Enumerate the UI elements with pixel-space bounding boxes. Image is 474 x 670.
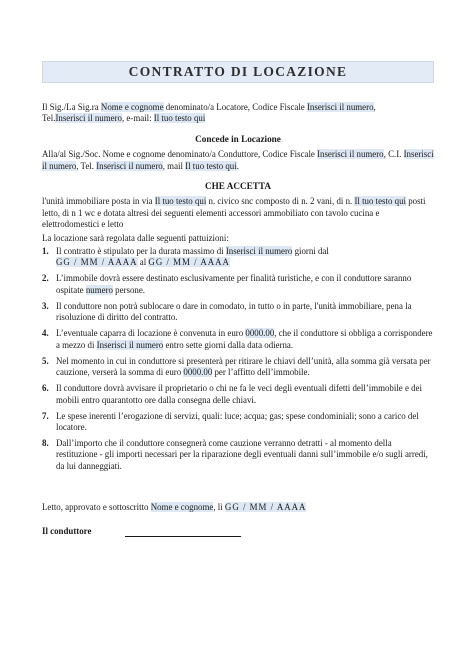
signature-line [42, 502, 434, 513]
guests-number-field[interactable]: numero [85, 284, 113, 295]
pattuizioni-intro: La locazione sarà regolata dalle seguenti pattuizioni: [42, 232, 229, 243]
payment-method-field[interactable]: Inserisci il numero [96, 339, 164, 350]
locatore-paragraph [42, 102, 434, 125]
che-accetta-heading: CHE ACCETTA [205, 181, 271, 192]
signature-name-field[interactable]: Nome e cognome [150, 502, 214, 513]
document-title: CONTRATTO DI LOCAZIONE [128, 64, 348, 79]
clause-text: Il conduttore dovrà avvisare il proprietario o chi ne fa le veci degli eventuali difetti dell’immobile e dei mobili entro quarantotto ore dalla consegna delle chiavi. [56, 383, 422, 405]
clauses-list [42, 246, 434, 472]
conduttore-mail-field[interactable]: Il tuo testo qui [185, 160, 237, 171]
clause-text: L’immobile dovrà essere destinato esclusivamente per finalità turistiche, e con il conduttore saranno ospitate [56, 273, 412, 295]
clause-text: giorni dal [292, 246, 329, 257]
locatore-email-prefix: , e-mail: [121, 113, 154, 124]
unit-via-field[interactable]: Il tuo testo qui [154, 196, 207, 207]
clause-number: 7. [42, 410, 49, 421]
start-date-field[interactable]: GG / MM / AAAA [56, 257, 138, 268]
clause-6 [42, 383, 434, 406]
conduttore-prefix: Alla/al Sig./Soc. Nome e cognome denominato/a Conduttore, Codice Fiscale [42, 149, 318, 160]
clause-number: 1. [42, 246, 49, 257]
conduttore-cf-field[interactable]: Inserisci il numero [317, 149, 384, 160]
clause-text: persone. [112, 284, 145, 295]
clause-text: Il contratto è stipulato per la durata massimo di [56, 246, 226, 257]
clause-number: 6. [42, 383, 49, 394]
conduttore-signature-row [42, 526, 434, 537]
signature-mid-text: , lì [213, 502, 225, 513]
end-date-field[interactable]: GG / MM / AAAA [148, 257, 230, 268]
rent-amount-field[interactable]: 0000.00 [183, 367, 213, 378]
locatore-comma: , [373, 102, 376, 112]
clause-text: Nel momento in cui in conduttore si presenterà per ritirare le chiavi dell’unità, alla somma già versata per cauzione, verserà la somma di euro [56, 355, 431, 378]
locatore-name-field[interactable]: Nome e cognome [100, 102, 164, 112]
locatore-mid-text: denominato/a Locatore, Codice Fiscale [163, 102, 307, 112]
clause-text: entro sette giorni dalla data odierna. [163, 339, 294, 350]
clause-4 [42, 328, 434, 351]
conduttore-label: Il conduttore [42, 525, 92, 536]
clause-1 [42, 246, 434, 269]
clause-number: 5. [42, 355, 49, 366]
conduttore-mail-prefix: , mail [162, 160, 186, 171]
clause-text: Dall’importo che il conduttore consegnerà come cauzione verranno detratti - al momento della restituzione - gli importi necessari per la riparazione degli eventuali danni sull’immobile e/o sugli arredi, da lui danneggiati. [56, 437, 428, 471]
clause-number: 2. [42, 273, 49, 284]
unit-paragraph [42, 196, 434, 230]
unit-rest-text: posti letto, di n 1 wc e dotata altresì dei seguenti elementi accessori ammobiliato con tavolo cucina e elettrodomestici e letto [42, 196, 426, 230]
clause-text: L’eventuale caparra di locazione è convenuta in euro [56, 328, 246, 339]
clause-text: , che il conduttore si obbliga a corrispondere a mezzo di [56, 328, 433, 350]
locatore-tel-prefix: Tel. [42, 113, 56, 124]
title-banner [42, 61, 434, 83]
signature-prefix: Letto, approvato e sottoscritto [42, 502, 151, 513]
clause-number: 8. [42, 437, 49, 448]
locatore-email-field[interactable]: Il tuo testo qui [153, 113, 206, 124]
locatore-tel-field[interactable]: Inserisci il numero [55, 113, 122, 124]
clause-8 [42, 438, 434, 472]
clause-number: 4. [42, 328, 49, 339]
conduttore-tel-field[interactable]: Inserisci il numero [96, 160, 163, 171]
clause-text: Il conduttore non potrà sublocare o dare in comodato, in tutto o in parte, l'unità immobiliare, pena la risoluzione di diritto del contratto. [56, 300, 412, 323]
conduttore-ci-prefix: , C.I. [383, 149, 404, 160]
concede-heading: Concede in Locazione [195, 133, 281, 144]
clause-3 [42, 301, 434, 324]
clause-7 [42, 411, 434, 434]
signature-date-field[interactable]: GG / MM / AAAA [224, 502, 307, 513]
clause-text: per l’affitto dell’immobile. [212, 367, 310, 378]
duration-field[interactable]: Inserisci il numero [225, 246, 293, 257]
conduttore-signature-field[interactable] [125, 527, 241, 537]
conduttore-tel-prefix: , Tel. [76, 160, 97, 171]
clause-text: Le spese inerenti l’erogazione di servizi, quali: luce; acqua; gas; spese condominiali; sono a carico del locatore. [56, 410, 419, 432]
conduttore-paragraph [42, 149, 434, 172]
unit-extra-field[interactable]: Il tuo testo qui [354, 196, 406, 207]
clause-number: 3. [42, 300, 49, 311]
conduttore-end: . [236, 160, 239, 171]
document-body [42, 102, 434, 537]
locatore-cf-field[interactable]: Inserisci il numero [306, 102, 374, 112]
clause-5 [42, 356, 434, 379]
clause-2 [42, 273, 434, 296]
unit-prefix: l'unità immobiliare posta in via [42, 196, 155, 207]
clause-text: al [137, 257, 149, 268]
unit-mid-text: n. civico snc composto di n. 2 vani, di n. [206, 196, 355, 207]
conduttore-ci-field[interactable]: Inserisci il numero [42, 149, 434, 171]
locatore-prefix: Il Sig./La Sig.ra [42, 102, 101, 112]
deposit-amount-field[interactable]: 0000.00 [245, 328, 275, 339]
